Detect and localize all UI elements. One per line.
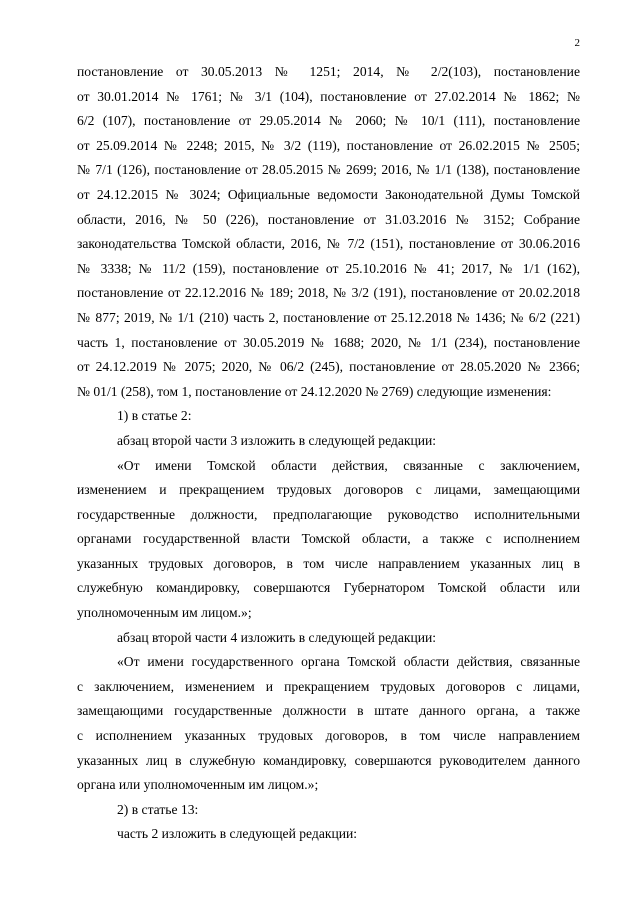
- text-line: № 3338; № 11/2 (159), постановление от 25.10.2016 № 41; 2017, № 1/1 (162),: [77, 260, 580, 276]
- text-line: указанных трудовых договоров, в том числе направлением указанных лиц в: [77, 555, 580, 571]
- text-line: области, 2016, № 50 (226), постановление от 31.03.2016 № 3152; Собрание: [77, 211, 580, 227]
- paragraph-item-2: [77, 798, 580, 823]
- text-line: постановление от 30.05.2013 № 1251; 2014, № 2/2(103), постановление: [77, 64, 580, 79]
- text-line: замещающими государственные должности в штате данного органа, а также: [77, 703, 580, 719]
- text-line: № 01/1 (258), том 1, постановление от 24.12.2020 № 2769) следующие изменения:: [77, 383, 552, 399]
- text-line: «От имени Томской области действия, связанные с заключением,: [117, 457, 580, 473]
- text-line: от 30.01.2014 № 1761; № 3/1 (104), постановление от 27.02.2014 № 1862; №: [77, 88, 580, 104]
- text-line: № 7/1 (126), постановление от 28.05.2015 № 2699; 2016, № 1/1 (138), постановление: [77, 162, 580, 178]
- paragraph-item-1: [77, 404, 580, 429]
- text-line: законодательства Томской области, 2016, № 7/2 (151), постановление от 30.06.2016: [77, 236, 580, 252]
- text-line: с исполнением указанных трудовых договоров, в том числе направлением: [77, 728, 580, 744]
- text-line: абзац второй части 3 изложить в следующей редакции:: [117, 432, 437, 448]
- text-line: постановление от 22.12.2016 № 189; 2018, № 3/2 (191), постановление от 20.02.2018: [77, 285, 580, 301]
- text-line: уполномоченным им лицом.»;: [77, 605, 252, 621]
- text-line: органа или уполномоченным им лицом.»;: [77, 777, 319, 793]
- text-line: изменением и прекращением трудовых договоров с лицами, замещающими: [77, 482, 580, 498]
- paragraph-part-3-text: [77, 454, 580, 626]
- text-line: абзац второй части 4 изложить в следующей редакции:: [117, 629, 437, 645]
- text-line: № 877; 2019, № 1/1 (210) часть 2, постановление от 25.12.2018 № 1436; № 6/2 (221): [77, 309, 580, 325]
- text-line: 2) в статье 13:: [117, 801, 199, 817]
- document-body: [77, 60, 580, 847]
- text-line: указанных лиц в служебную командировку, совершаются руководителем данного: [77, 752, 580, 768]
- text-line: государственные должности, предполагающие руководство исполнительными: [77, 506, 580, 522]
- text-line: органами государственной власти Томской области, а также с исполнением: [77, 531, 580, 547]
- paragraph-part-3-heading: [77, 429, 580, 454]
- text-line: с заключением, изменением и прекращением трудовых договоров с лицами,: [77, 678, 580, 694]
- text-line: служебную командировку, совершаются Губернатором Томской области или: [77, 580, 580, 596]
- text-line: часть 1, постановление от 30.05.2019 № 1688; 2020, № 1/1 (234), постановление: [77, 334, 580, 350]
- text-line: 6/2 (107), постановление от 29.05.2014 № 2060; № 10/1 (111), постановление: [77, 113, 580, 129]
- text-line: «От имени государственного органа Томской области действия, связанные: [117, 654, 580, 670]
- text-line: от 24.12.2015 № 3024; Официальные ведомости Законодательной Думы Томской: [77, 186, 580, 202]
- paragraph-part-4-heading: [77, 626, 580, 651]
- page-number: 2: [574, 37, 580, 49]
- paragraph-part-4-text: [77, 650, 580, 798]
- paragraph-part-2-heading: [77, 822, 580, 847]
- text-line: от 24.12.2019 № 2075; 2020, № 06/2 (245), постановление от 28.05.2020 № 2366;: [77, 359, 580, 375]
- text-line: от 25.09.2014 № 2248; 2015, № 3/2 (119), постановление от 26.02.2015 № 2505;: [77, 137, 580, 153]
- paragraph-citation-list: [77, 60, 580, 404]
- text-line: часть 2 изложить в следующей редакции:: [117, 826, 358, 842]
- text-line: 1) в статье 2:: [117, 408, 192, 424]
